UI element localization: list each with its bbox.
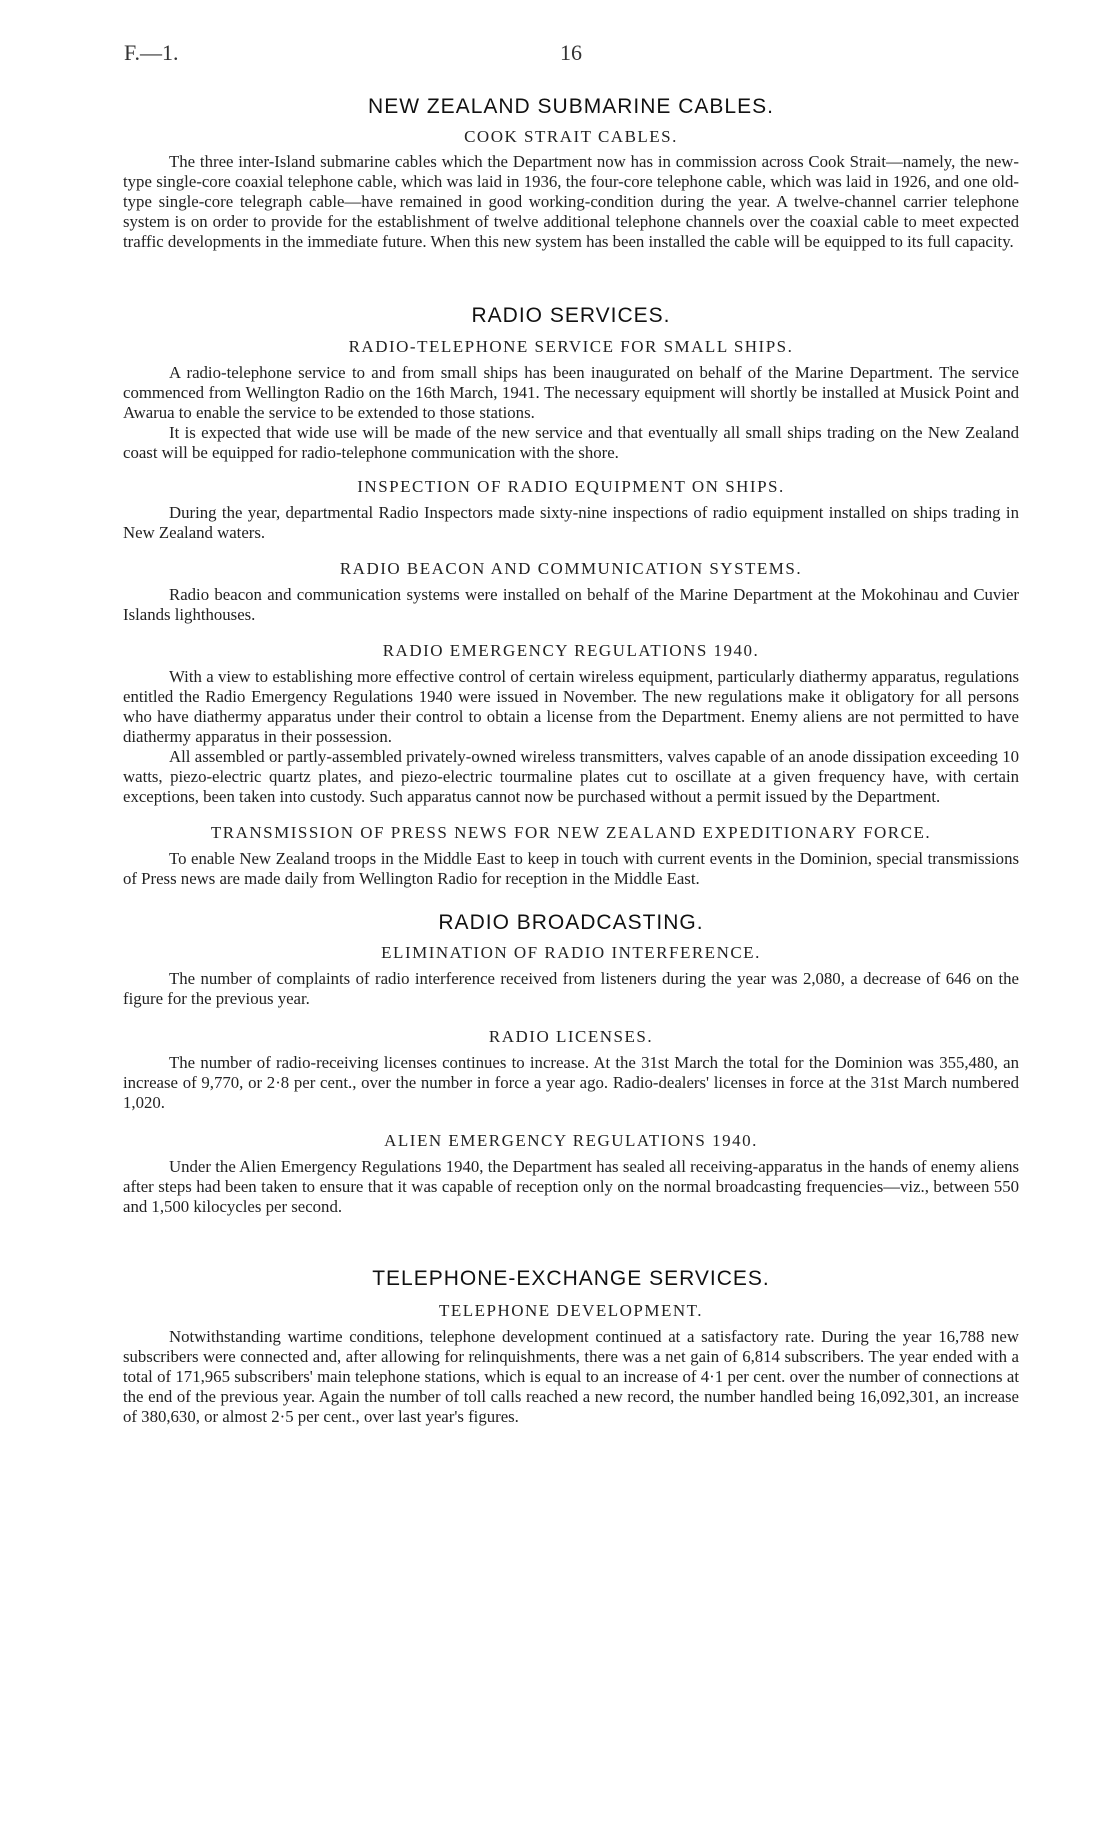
paragraph-small-ships-2: It is expected that wide use will be made of the new service and that eventually all small ships trading on the New Zealand coast will be equipped for radio-telephone communication with the shore. [123,423,1019,462]
paragraph-interference: The number of complaints of radio interference received from listeners during the year was 2,080, a decrease of 646 on the figure for the previous year. [123,969,1019,1008]
subsection-heading-radio-licenses: RADIO LICENSES. [488,1027,654,1046]
subsection-heading-interference: ELIMINATION OF RADIO INTERFERENCE. [381,943,761,962]
page-number: 16 [560,40,582,65]
paragraph-small-ships-1: A radio-telephone service to and from small ships has been inaugurated on behalf of the Marine Department. The service commenced from Wellington Radio on the 16th March, 1941. The necessary equipment will shortly be installed at Musick Point and Awarua to enable the service to be extended to those stations. [123,363,1019,422]
section-title-radio-services: RADIO SERVICES. [471,304,671,327]
section-title-telephone-exchange: TELEPHONE-EXCHANGE SERVICES. [372,1267,770,1290]
subsection-heading-telephone-development: TELEPHONE DEVELOPMENT. [438,1301,704,1320]
paragraph-alien-regulations: Under the Alien Emergency Regulations 1940, the Department has sealed all receiving-apparatus in the hands of enemy aliens after steps had been taken to ensure that it was capable of reception only on the normal broadcasting frequencies—viz., between 550 and 1,500 kilocycles per second. [123,1157,1019,1216]
document-reference: F.—1. [124,40,179,65]
paragraph-radio-beacon: Radio beacon and communication systems were installed on behalf of the Marine Department at the Mokohinau and Cuvier Islands lighthouses. [123,585,1019,624]
paragraph-inspection: During the year, departmental Radio Inspectors made sixty-nine inspections of radio equipment installed on ships trading in New Zealand waters. [123,503,1019,542]
subsection-heading-emergency-regulations: RADIO EMERGENCY REGULATIONS 1940. [382,641,760,660]
subsection-heading-inspection: INSPECTION OF RADIO EQUIPMENT ON SHIPS. [357,477,785,496]
section-title-submarine-cables: NEW ZEALAND SUBMARINE CABLES. [368,95,774,118]
subsection-heading-press-news: TRANSMISSION OF PRESS NEWS FOR NEW ZEALAND EXPEDITIONARY FORCE. [210,823,932,842]
subsection-heading-radio-beacon: RADIO BEACON AND COMMUNICATION SYSTEMS. [339,559,803,578]
paragraph-emergency-regulations-1: With a view to establishing more effective control of certain wireless equipment, particularly diathermy apparatus, regulations entitled the Radio Emergency Regulations 1940 were issued in November. The new regulations make it obligatory for all persons who have diathermy apparatus under their control to obtain a license from the Department. Enemy aliens are not permitted to have diathermy apparatus in their possession. [123,667,1019,746]
page-header [0,40,1114,70]
paragraph-press-news: To enable New Zealand troops in the Middle East to keep in touch with current events in the Dominion, special transmissions of Press news are made daily from Wellington Radio for reception in the Middle East. [123,849,1019,888]
page-content [123,95,1019,1427]
subsection-heading-small-ships: RADIO-TELEPHONE SERVICE FOR SMALL SHIPS. [348,337,794,356]
paragraph-emergency-regulations-2: All assembled or partly-assembled privately-owned wireless transmitters, valves capable of an anode dissipation exceeding 10 watts, piezo-electric quartz plates, and piezo-electric tourmaline plates cut to oscillate at a given frequency have, with certain exceptions, been taken into custody. Such apparatus cannot now be purchased without a permit issued by the Department. [123,747,1019,806]
paragraph-radio-licenses: The number of radio-receiving licenses continues to increase. At the 31st March the total for the Dominion was 355,480, an increase of 9,770, or 2·8 per cent., over the number in force a year ago. Radio-dealers' licenses in force at the 31st March numbered 1,020. [123,1053,1019,1112]
subsection-heading-cook-strait: COOK STRAIT CABLES. [464,127,678,146]
paragraph-cook-strait: The three inter-Island submarine cables which the Department now has in commission across Cook Strait—namely, the new-type single-core coaxial telephone cable, which was laid in 1936, the four-core telephone cable, which was laid in 1926, and one old-type single-core telegraph cable—have remained in good working-condition during the year. A twelve-channel carrier telephone system is on order to provide for the establishment of twelve additional telephone channels over the coaxial cable to meet expected traffic developments in the immediate future. When this new system has been installed the cable will be equipped to its full capacity. [123,152,1019,251]
section-title-radio-broadcasting: RADIO BROADCASTING. [438,911,704,934]
paragraph-telephone-development: Notwithstanding wartime conditions, telephone development continued at a satisfactory rate. During the year 16,788 new subscribers were connected and, after allowing for relinquishments, there was a net gain of 6,814 subscribers. The year ended with a total of 171,965 subscribers' main telephone stations, which is equal to an increase of 4·1 per cent. over the number of connections at the end of the previous year. Again the number of toll calls reached a new record, the number handled being 16,092,301, an increase of 380,630, or almost 2·5 per cent., over last year's figures. [123,1327,1019,1426]
subsection-heading-alien-regulations: ALIEN EMERGENCY REGULATIONS 1940. [384,1131,758,1150]
